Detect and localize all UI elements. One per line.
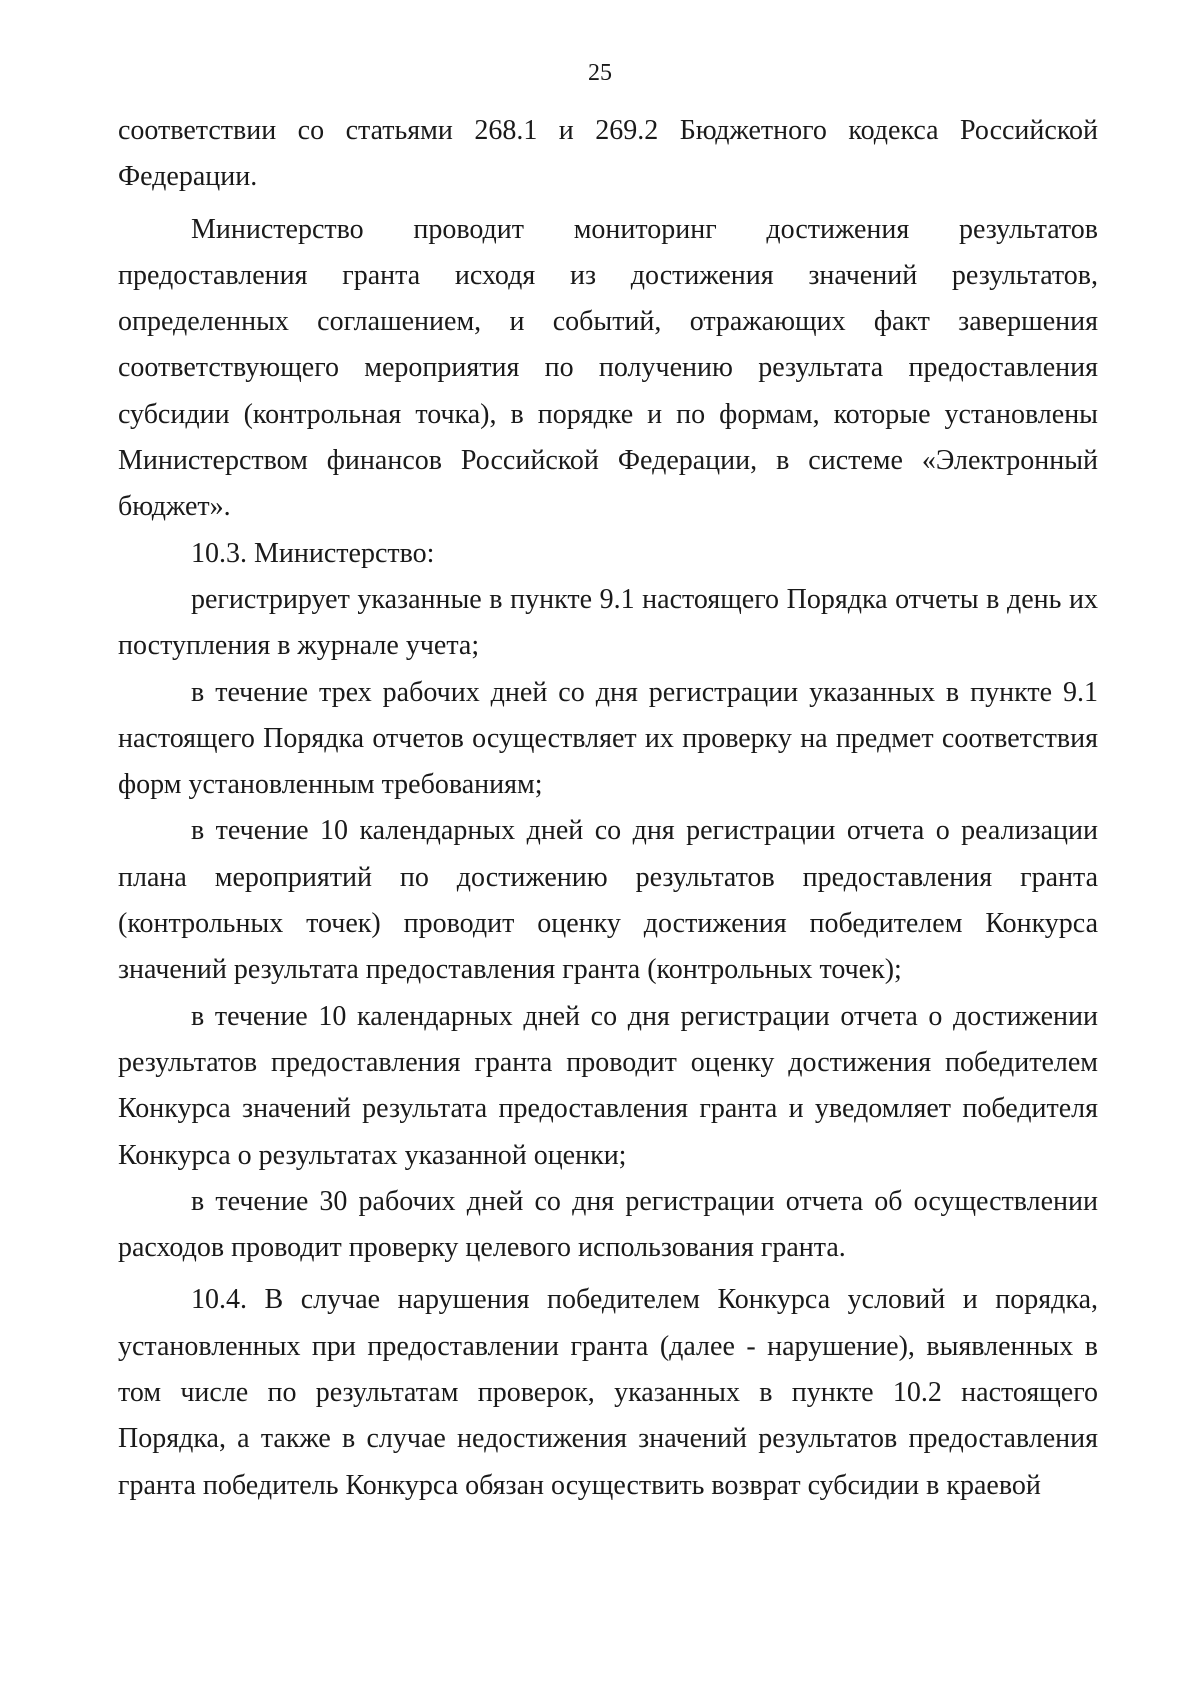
paragraph-results-evaluation: в течение 10 календарных дней со дня регистрации отчета о достижении результатов предоставления гранта проводит оценку достижения победителем Конкурса значений результата предоставления гранта и уведомляет победителя Конкурса о результатах указанной оценки;: [118, 1000, 1098, 1171]
page-number: 25: [588, 60, 612, 86]
paragraph-monitoring: Министерство проводит мониторинг достижения результатов предоставления гранта исходя из достижения значений результатов, определенных соглашением, и событий, отражающих факт завершения соответствующего мероприятия по получению результата предоставления субсидии (контрольная точка), в порядке и по формам, которые установлены Министерством финансов Российской Федерации, в системе «Электронный бюджет».: [118, 213, 1098, 523]
paragraph-continuation: соответствии со статьями 268.1 и 269.2 Бюджетного кодекса Российской Федерации.: [118, 115, 1098, 193]
section-10-4-violation: 10.4. В случае нарушения победителем Конкурса условий и порядка, установленных при предоставлении гранта (далее - нарушение), выявленных в том числе по результатам проверок, указанных в пункте 10.2 настоящего Порядка, а также в случае недостижения значений результатов предоставления гранта победитель Конкурса обязан осуществить возврат субсидии в краевой: [118, 1284, 1098, 1501]
section-heading-10-3: 10.3. Министерство:: [191, 537, 435, 569]
paragraph-registration: регистрирует указанные в пункте 9.1 настоящего Порядка отчеты в день их поступления в журнале учета;: [118, 583, 1098, 662]
paragraph-plan-evaluation: в течение 10 календарных дней со дня регистрации отчета о реализации плана мероприятий по достижению результатов предоставления гранта (контрольных точек) проводит оценку достижения победителем Конкурса значений результата предоставления гранта (контрольных точек);: [118, 815, 1098, 986]
paragraph-report-check: в течение трех рабочих дней со дня регистрации указанных в пункте 9.1 настоящего Порядка отчетов осуществляет их проверку на предмет соответствия форм установленным требованиям;: [118, 676, 1098, 801]
document-body: [118, 108, 1098, 1509]
paragraph-expense-check: в течение 30 рабочих дней со дня регистрации отчета об осуществлении расходов проводит проверку целевого использования гранта.: [118, 1185, 1098, 1264]
